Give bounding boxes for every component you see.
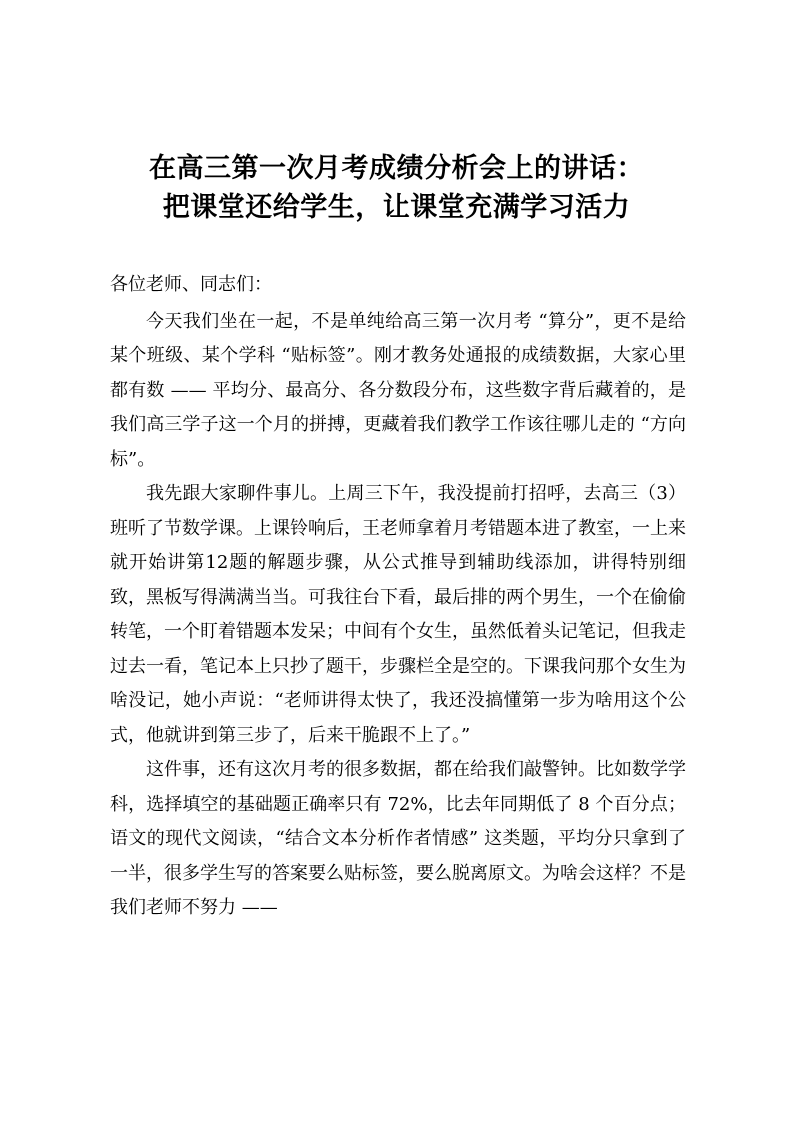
title-line-2: 把课堂还给学生，让课堂充满学习活力 (162, 192, 631, 223)
paragraph-2: 我先跟大家聊件事儿。上周三下午，我没提前打招呼，去高三（3）班听了节数学课。上课铃响后，王老师拿着月考错题本进了教室，一上来就开始讲第12题的解题步骤，从公式推导到辅助线添加，讲得特别细致，黑板写得满满当当。可我往台下看，最后排的两个男生，一个在偷偷转笔，一个盯着错题本发呆；中间有个女生，虽然低着头记笔记，但我走过去一看，笔记本上只抄了题干，步骤栏全是空的。下课我问那个女生为啥没记，她小声说：“老师讲得太快了，我还没搞懂第一步为啥用这个公式，他就讲到第三步了，后来干脆跟不上了。” (110, 483, 686, 746)
document-title (100, 149, 693, 227)
salutation: 各位老师、同志们： (110, 274, 272, 295)
paragraph-1: 今天我们坐在一起，不是单纯给高三第一次月考 “算分”，更不是给某个班级、某个学科 “贴标签”。刚才教务处通报的成绩数据，大家心里都有数 —— 平均分、最高分、各分数段分布，这些数字背后藏着的，是我们高三学子这一个月的拼搏，更藏着我们教学工作该往哪儿走的 “方向标”。 (110, 310, 686, 470)
paragraph-3: 这件事，还有这次月考的很多数据，都在给我们敲警钟。比如数学学科，选择填空的基础题正确率只有 72%，比去年同期低了 8 个百分点；语文的现代文阅读，“结合文本分析作者情感” 这类题，平均分只拿到了一半，很多学生写的答案要么贴标签，要么脱离原文。为啥会这样？不是我们老师不努力 —— (110, 759, 686, 918)
title-line-1: 在高三第一次月考成绩分析会上的讲话： (149, 153, 644, 184)
document-body (110, 268, 686, 926)
